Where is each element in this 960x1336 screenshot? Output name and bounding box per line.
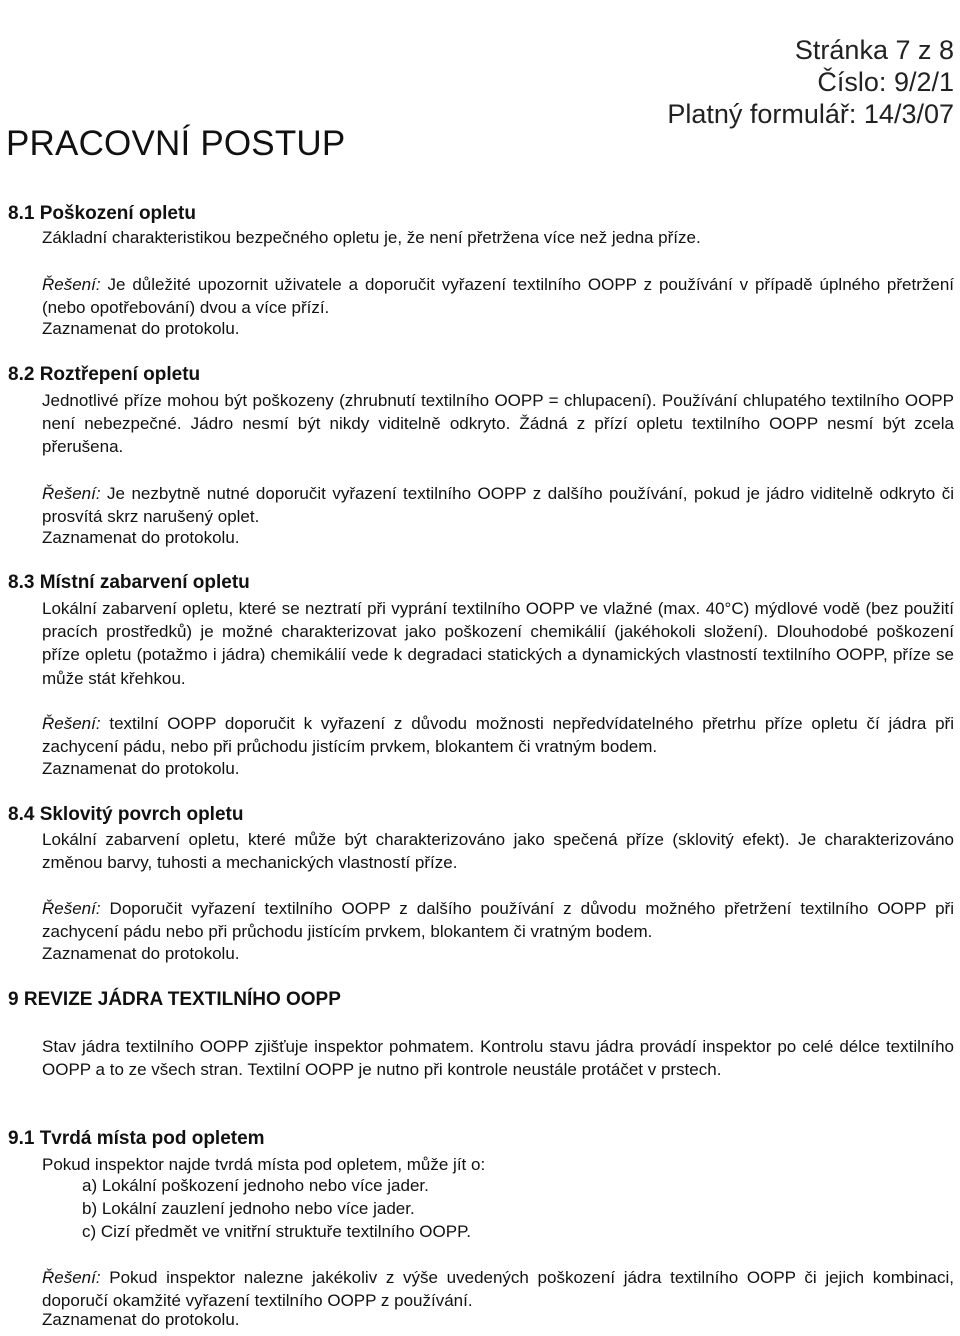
section-8-1-record: Zaznamenat do protokolu. [42,319,240,338]
page-title: PRACOVNÍ POSTUP [6,124,346,163]
header-info [667,34,954,130]
section-8-3-solution [42,712,954,758]
section-9-heading: 9 REVIZE JÁDRA TEXTILNÍHO OOPP [8,989,341,1010]
solution-label: Řešení: [42,899,101,918]
section-8-2-record: Zaznamenat do protokolu. [42,528,240,547]
section-8-2-heading: 8.2 Roztřepení opletu [8,364,201,385]
section-9-text: Stav jádra textilního OOPP zjišťuje inspektor pohmatem. Kontrolu stavu jádra provádí inspektor po celé délce textilního OOPP a to ze všech stran. Textilní OOPP je nutno při kontrole neustále protáčet v prstech. [42,1037,954,1080]
section-8-4-solution [42,897,954,943]
list-item: a) Lokální poškození jednoho nebo více jader. [82,1176,429,1195]
solution-label: Řešení: [42,484,101,503]
list-item: b) Lokální zauzlení jednoho nebo více jader. [82,1199,415,1218]
section-8-1-heading: 8.1 Poškození opletu [8,203,196,224]
section-9-1-solution [42,1266,954,1312]
solution-text: Pokud inspektor nalezne jakékoliv z výše uvedených poškození jádra textilního OOPP či jejich kombinaci, doporučí okamžité vyřazení textilního OOPP z používání. [42,1268,954,1311]
solution-text: Je důležité upozornit uživatele a doporučit vyřazení textilního OOPP z používání v případě úplného přetržení (nebo opotřebování) dvou a více přízí. [42,275,954,318]
page-number: Stránka 7 z 8 [794,35,954,65]
section-9-1-record: Zaznamenat do protokolu. [42,1310,240,1329]
list-item: c) Cizí předmět ve vnitřní struktuře textilního OOPP. [82,1222,471,1241]
solution-label: Řešení: [42,714,101,733]
section-8-1-solution [42,273,954,319]
section-8-4-text: Lokální zabarvení opletu, které může být charakterizováno jako spečená příze (sklovitý efekt). Je charakterizováno změnou barvy, tuhosti a mechanických vlastností příze. [42,830,954,873]
solution-label: Řešení: [42,275,101,294]
section-9-1-heading: 9.1 Tvrdá místa pod opletem [8,1128,265,1149]
solution-label: Řešení: [42,1268,101,1287]
form-validity: Platný formulář: 14/3/07 [667,99,954,129]
section-8-4-heading: 8.4 Sklovitý povrch opletu [8,804,244,825]
solution-text: Je nezbytně nutné doporučit vyřazení textilního OOPP z dalšího používání, pokud je jádro viditelně odkryto či prosvítá skrz narušený oplet. [42,484,954,527]
document-number: Číslo: 9/2/1 [817,67,954,97]
section-8-1-text: Základní charakteristikou bezpečného opletu je, že není přetržena více než jedna příze. [42,228,701,247]
section-8-3-record: Zaznamenat do protokolu. [42,759,240,778]
solution-text: textilní OOPP doporučit k vyřazení z důvodu možnosti nepředvídatelného přetrhu příze opletu čí jádra při zachycení pádu, nebo při průchodu jistícím prvkem, blokantem či vratným bodem. [42,714,954,757]
solution-text: Doporučit vyřazení textilního OOPP z dalšího používání z důvodu možného přetržení textilního OOPP při zachycení pádu nebo při průchodu jistícím prvkem, blokantem či vratným bodem. [42,899,954,942]
section-8-2-solution [42,482,954,528]
section-8-4-record: Zaznamenat do protokolu. [42,944,240,963]
section-8-2-text: Jednotlivé příze mohou být poškozeny (zhrubnutí textilního OOPP = chlupacení). Používání chlupatého textilního OOPP není nebezpečné. Jádro nesmí být nikdy viditelně odkryto. Žádná z přízí opletu textilního OOPP nesmí být zcela přerušena. [42,391,954,457]
section-9-1-intro: Pokud inspektor najde tvrdá místa pod opletem, může jít o: [42,1155,486,1174]
section-8-3-text: Lokální zabarvení opletu, které se neztratí při vyprání textilního OOPP ve vlažné (max. 40°C) mýdlové vodě (bez použití pracích prostředků) je možné charakterizovat jako poškození chemikálií (jakéhokoli složení). Dlouhodobé poškození příze opletu (potažmo i jádra) chemikálií vede k degradaci statických a dynamických vlastností textilního OOPP, příze se může stát křehkou. [42,599,954,688]
section-8-3-heading: 8.3 Místní zabarvení opletu [8,572,250,593]
